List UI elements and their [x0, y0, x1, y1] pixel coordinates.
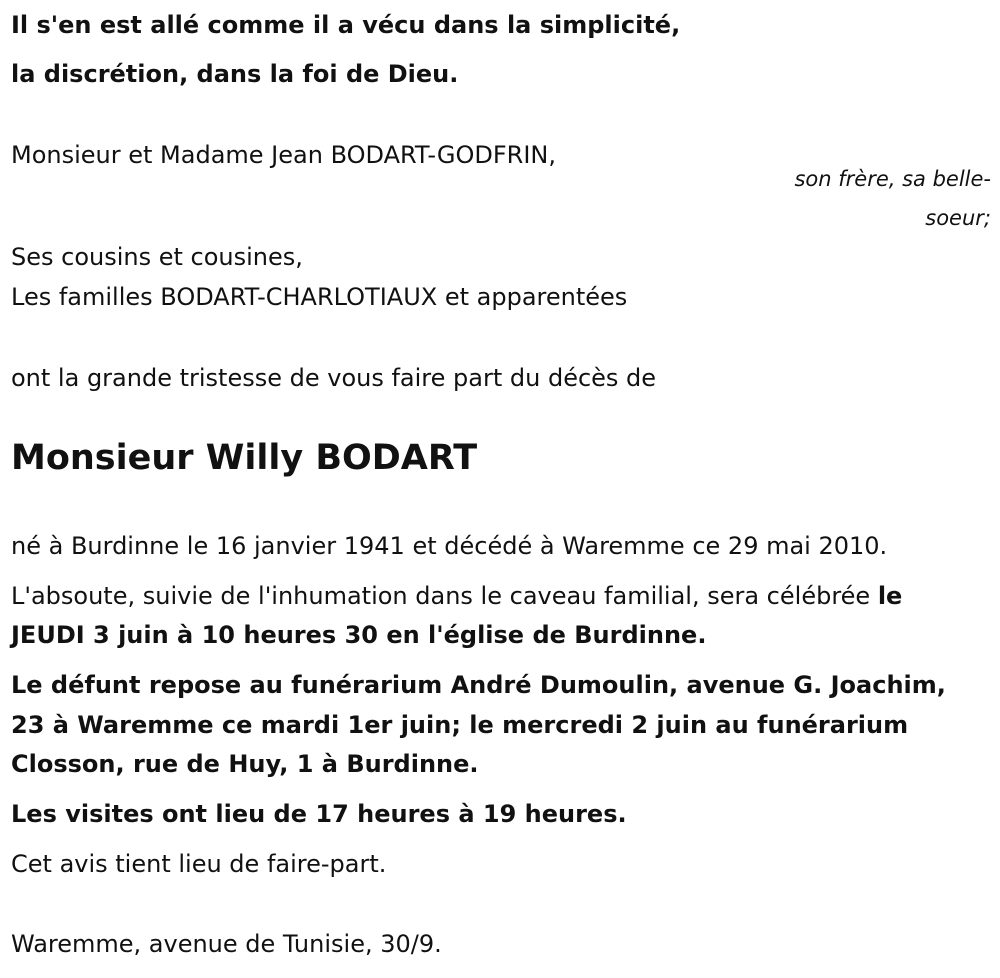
cousins-line: Ses cousins et cousines,: [11, 243, 303, 271]
family-line-1: Monsieur et Madame Jean BODART-GODFRIN,: [11, 141, 557, 169]
announcement-line: ont la grande tristesse de vous faire part du décès de: [11, 364, 657, 392]
rest-line-1: Le défunt repose au funérarium André Dumoulin, avenue G. Joachim,: [11, 671, 946, 699]
birth-death-line: né à Burdinne le 16 janvier 1941 et décédé à Waremme ce 29 mai 2010.: [11, 532, 888, 560]
ceremony-bold-end: le: [877, 582, 903, 610]
ceremony-line-1: [11, 582, 902, 611]
families-line: Les familles BODART-CHARLOTIAUX et apparentées: [11, 283, 628, 311]
rest-line-2: 23 à Waremme ce mardi 1er juin; le mercredi 2 juin au funérarium: [11, 711, 909, 739]
epitaph-line-2: la discrétion, dans la foi de Dieu.: [11, 60, 459, 88]
ceremony-line-2: JEUDI 3 juin à 10 heures 30 en l'église de Burdinne.: [11, 621, 707, 649]
epitaph-line-1: Il s'en est allé comme il a vécu dans la simplicité,: [11, 11, 681, 39]
address-line: Waremme, avenue de Tunisie, 30/9.: [11, 930, 442, 958]
notice-note: Cet avis tient lieu de faire-part.: [11, 850, 387, 878]
relation-line-2: soeur;: [925, 206, 991, 230]
obituary-notice: [11, 0, 991, 978]
deceased-name: Monsieur Willy BODART: [11, 438, 478, 478]
rest-line-3: Closson, rue de Huy, 1 à Burdinne.: [11, 750, 479, 778]
ceremony-text: L'absoute, suivie de l'inhumation dans le caveau familial, sera célébrée: [11, 582, 878, 610]
relation-line-1: son frère, sa belle-: [794, 167, 991, 191]
visits-line: Les visites ont lieu de 17 heures à 19 heures.: [11, 800, 627, 828]
